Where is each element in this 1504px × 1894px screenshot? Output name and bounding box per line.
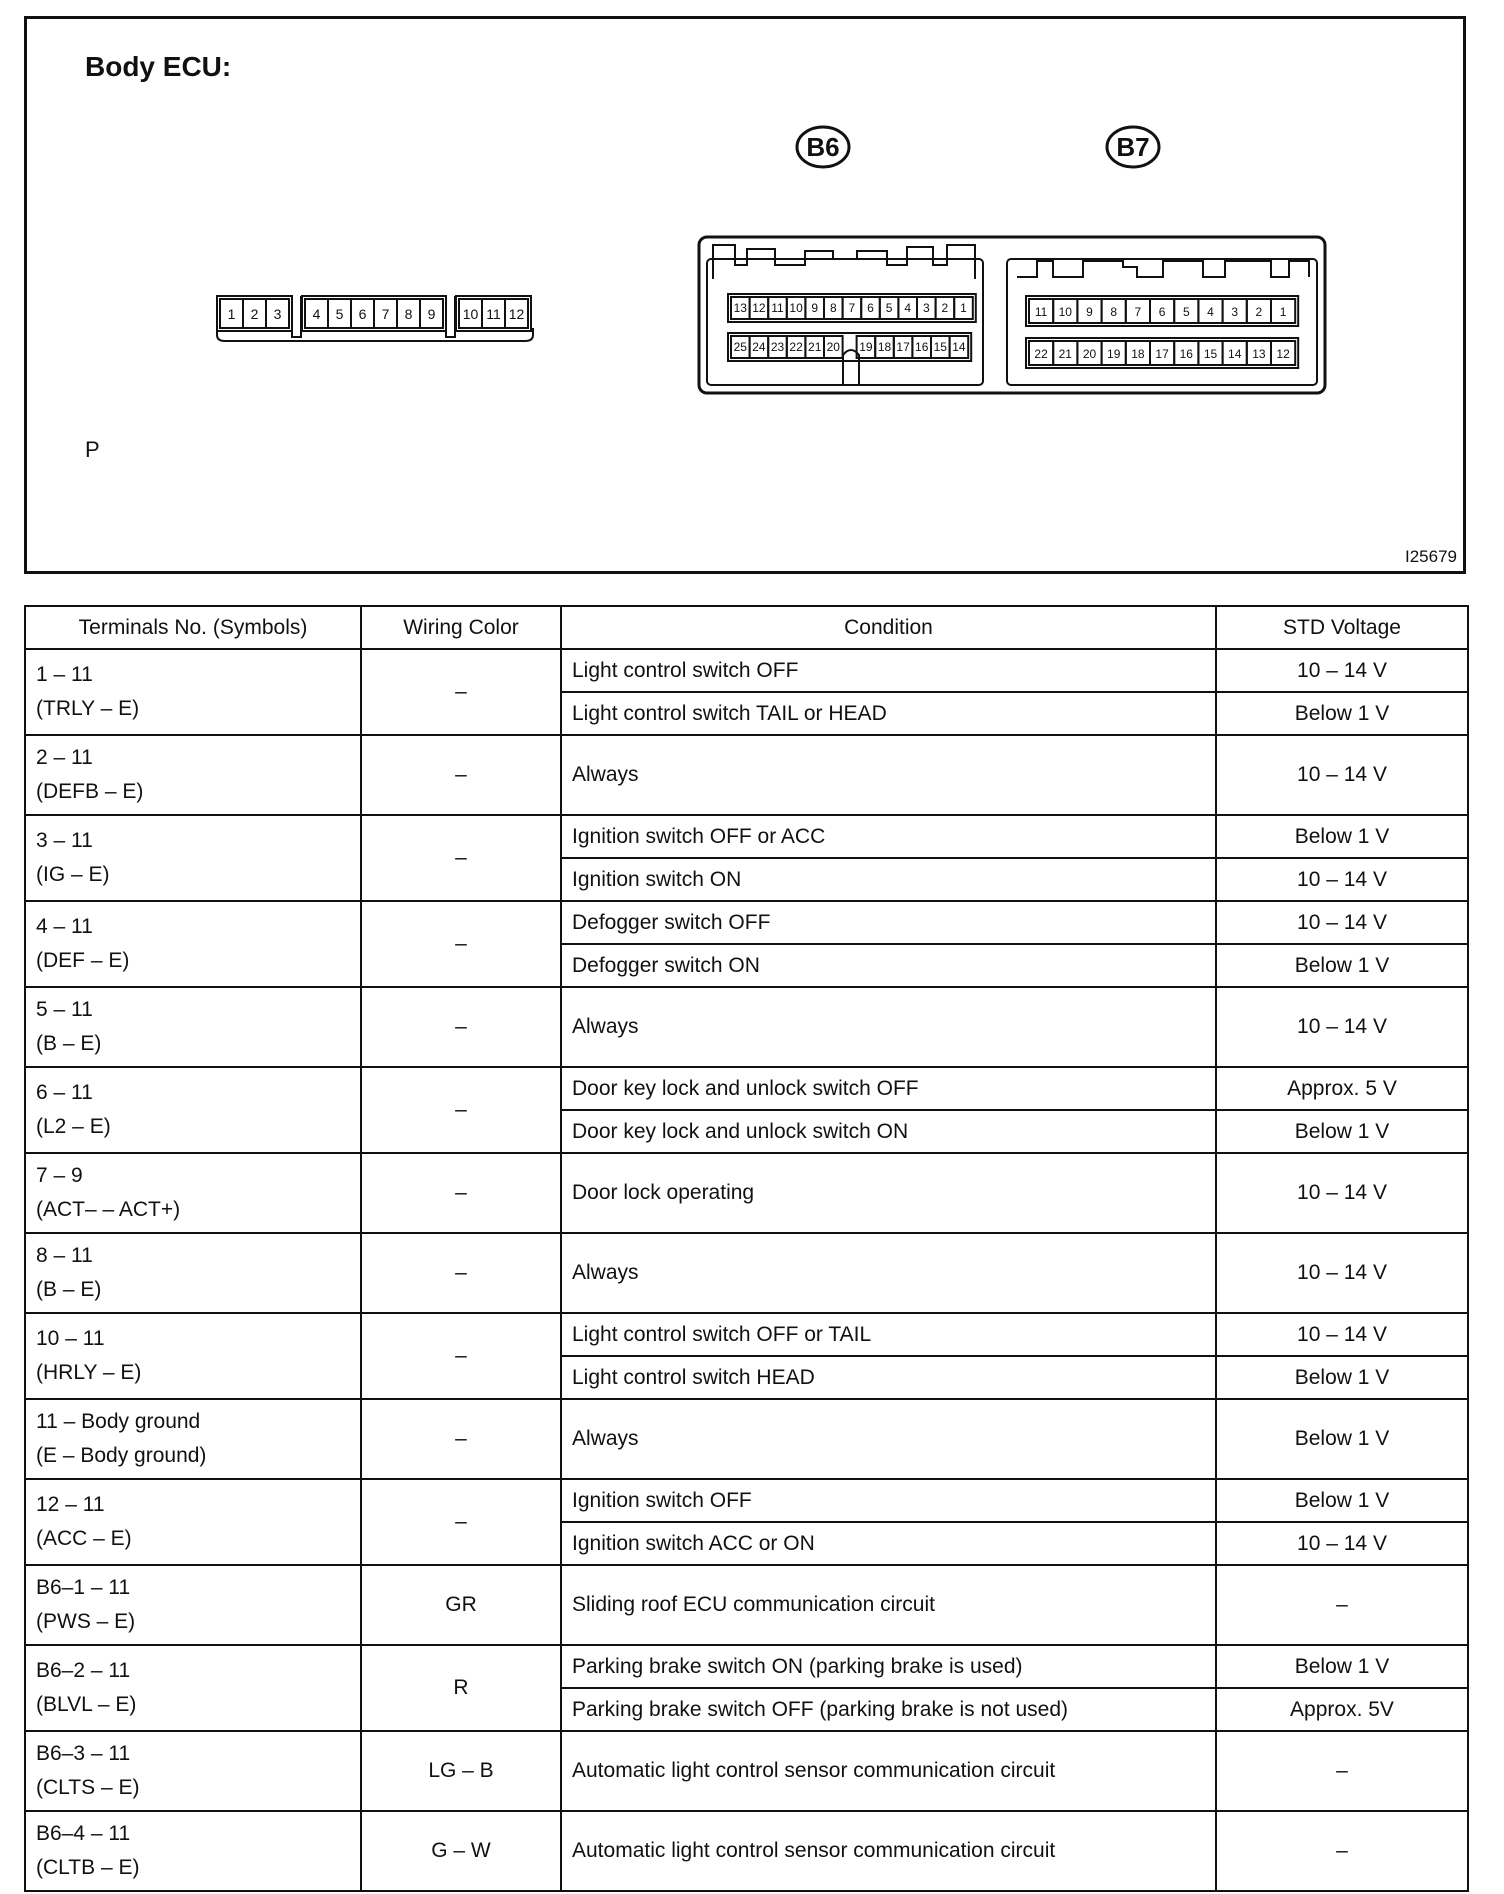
condition-cell: Always (561, 1399, 1216, 1479)
b6-pin-label: 19 (859, 340, 873, 354)
image-id: I25679 (1405, 547, 1457, 566)
table-row (25, 1153, 1468, 1233)
b7-pin-label: 19 (1107, 347, 1121, 361)
b6-pin-label: 8 (829, 301, 837, 315)
std-voltage-cell: Below 1 V (1216, 1479, 1468, 1522)
b6-pin-label: 14 (952, 340, 966, 354)
view-label: P (85, 437, 100, 462)
condition-cell: Ignition switch ON (561, 858, 1216, 901)
std-voltage-cell: Below 1 V (1216, 1110, 1468, 1153)
terminal-symbols: (IG – E) (36, 863, 110, 886)
table-row (25, 735, 1468, 815)
condition-cell: Always (561, 1233, 1216, 1313)
terminal-cell (25, 649, 361, 735)
group-gap-lock (446, 296, 455, 337)
b6-pin-label: 5 (885, 301, 893, 315)
std-voltage-cell: 10 – 14 V (1216, 735, 1468, 815)
condition-cell: Automatic light control sensor communication circuit (561, 1731, 1216, 1811)
b7-pin-label: 16 (1179, 347, 1193, 361)
terminal-number: 2 – 11 (36, 746, 93, 769)
table-row (25, 1313, 1468, 1356)
terminal-cell (25, 901, 361, 987)
terminal-cell (25, 815, 361, 901)
b7-pin-label: 15 (1203, 347, 1218, 361)
wiring-color-cell: – (361, 1313, 561, 1399)
std-voltage-cell: 10 – 14 V (1216, 858, 1468, 901)
b6-pin-label: 25 (733, 340, 747, 354)
header-condition: Condition (561, 606, 1216, 649)
terminal-number: B6–2 – 11 (36, 1659, 131, 1682)
terminal-pin-label: 2 (250, 306, 259, 322)
terminal-number: 11 – Body ground (36, 1410, 201, 1433)
wiring-color-cell: – (361, 1479, 561, 1565)
condition-cell: Parking brake switch OFF (parking brake is not used) (561, 1688, 1216, 1731)
b7-pin-label: 13 (1252, 347, 1266, 361)
std-voltage-cell: 10 – 14 V (1216, 1153, 1468, 1233)
condition-cell: Ignition switch OFF (561, 1479, 1216, 1522)
b7-latch-profile (1017, 261, 1309, 277)
condition-cell: Door key lock and unlock switch OFF (561, 1067, 1216, 1110)
condition-cell: Defogger switch OFF (561, 901, 1216, 944)
terminal-number: 10 – 11 (36, 1327, 105, 1350)
terminal-pin-label: 8 (404, 306, 413, 322)
std-voltage-cell: Approx. 5 V (1216, 1067, 1468, 1110)
table-row (25, 901, 1468, 944)
b6-pin-label: 16 (915, 340, 929, 354)
terminal-cell (25, 1731, 361, 1811)
wiring-color-cell: – (361, 1233, 561, 1313)
terminal-cell (25, 1067, 361, 1153)
b7-pin-label: 7 (1134, 305, 1142, 319)
b7-pin-label: 18 (1131, 347, 1145, 361)
table-row (25, 649, 1468, 692)
terminal-cell (25, 1811, 361, 1891)
condition-cell: Sliding roof ECU communication circuit (561, 1565, 1216, 1645)
b7-pin-label: 11 (1034, 305, 1048, 319)
b7-pin-label: 3 (1231, 305, 1239, 319)
wiring-color-cell: – (361, 901, 561, 987)
terminal-cell (25, 1565, 361, 1645)
terminal-symbols: (HRLY – E) (36, 1361, 142, 1384)
wiring-color-cell: R (361, 1645, 561, 1731)
terminal-cell (25, 1153, 361, 1233)
condition-cell: Always (561, 987, 1216, 1067)
wiring-color-cell: – (361, 1153, 561, 1233)
b6-pin-label: 1 (960, 301, 967, 315)
std-voltage-cell: – (1216, 1565, 1468, 1645)
table-row (25, 1811, 1468, 1891)
b6-pin-label: 18 (877, 340, 892, 354)
table-row (25, 1645, 1468, 1688)
terminal-number: 12 – 11 (36, 1493, 105, 1516)
condition-cell: Always (561, 735, 1216, 815)
wiring-color-cell: – (361, 987, 561, 1067)
terminal-symbols: (L2 – E) (36, 1115, 111, 1138)
terminal-cell (25, 987, 361, 1067)
terminal-number: 6 – 11 (36, 1081, 93, 1104)
connector-figure (24, 16, 1466, 574)
b7-pin-label: 21 (1058, 347, 1072, 361)
condition-cell: Light control switch TAIL or HEAD (561, 692, 1216, 735)
connector-diagram (27, 19, 1463, 571)
table-row (25, 815, 1468, 858)
header-terminals: Terminals No. (Symbols) (25, 606, 361, 649)
std-voltage-cell: Approx. 5V (1216, 1688, 1468, 1731)
condition-cell: Parking brake switch ON (parking brake is used) (561, 1645, 1216, 1688)
terminal-number: 3 – 11 (36, 829, 93, 852)
b6-pin-label: 21 (808, 340, 822, 354)
b7-pin-label: 9 (1086, 305, 1093, 319)
b7-pin-label: 14 (1228, 347, 1242, 361)
header-wiring-color: Wiring Color (361, 606, 561, 649)
b6-pin-label: 7 (848, 301, 856, 315)
std-voltage-cell: Below 1 V (1216, 1356, 1468, 1399)
std-voltage-cell: – (1216, 1811, 1468, 1891)
b6-pin-label: 2 (941, 301, 949, 315)
terminal-pin-label: 7 (381, 306, 390, 322)
b7-pin-label: 10 (1058, 305, 1072, 319)
terminal-pin-label: 12 (508, 306, 525, 322)
std-voltage-cell: Below 1 V (1216, 692, 1468, 735)
b6-label: B6 (806, 132, 840, 162)
wiring-color-cell: G – W (361, 1811, 561, 1891)
table-row (25, 1067, 1468, 1110)
b6-latch-profile (713, 245, 975, 279)
std-voltage-cell: 10 – 14 V (1216, 649, 1468, 692)
wiring-color-cell: – (361, 815, 561, 901)
wiring-color-cell: – (361, 1067, 561, 1153)
wiring-color-cell: – (361, 649, 561, 735)
terminal-symbols: (ACT– – ACT+) (36, 1198, 181, 1221)
table-row (25, 1479, 1468, 1522)
std-voltage-cell: 10 – 14 V (1216, 987, 1468, 1067)
b6-pin-label: 6 (867, 301, 874, 315)
terminal-symbols: (ACC – E) (36, 1527, 132, 1550)
terminal-symbols: (B – E) (36, 1032, 102, 1055)
std-voltage-cell: Below 1 V (1216, 1645, 1468, 1688)
b6-pin-label: 11 (771, 301, 784, 315)
b6-pin-label: 12 (752, 301, 766, 315)
terminal-pin-label: 5 (335, 306, 344, 322)
header-std-voltage: STD Voltage (1216, 606, 1468, 649)
b6-pin-label: 15 (933, 340, 947, 354)
wiring-color-cell: GR (361, 1565, 561, 1645)
b6-pin-label: 20 (826, 340, 840, 354)
terminal-number: 1 – 11 (36, 663, 93, 686)
b7-pin-label: 6 (1158, 305, 1166, 319)
terminal-number: B6–1 – 11 (36, 1576, 131, 1599)
wiring-color-cell: – (361, 735, 561, 815)
table-header-row (25, 606, 1468, 649)
terminal-number: 5 – 11 (36, 998, 93, 1021)
terminal-cell (25, 1645, 361, 1731)
terminal-symbols: (DEF – E) (36, 949, 130, 972)
terminal-pin-label: 1 (227, 306, 236, 322)
table-row (25, 1731, 1468, 1811)
terminal-number: B6–4 – 11 (36, 1822, 131, 1845)
b7-pin-label: 4 (1207, 305, 1214, 319)
figure-title: Body ECU: (85, 51, 232, 82)
b6-pin-label: 4 (904, 301, 912, 315)
std-voltage-cell: Below 1 V (1216, 815, 1468, 858)
condition-cell: Door key lock and unlock switch ON (561, 1110, 1216, 1153)
terminal-cell (25, 735, 361, 815)
condition-cell: Defogger switch ON (561, 944, 1216, 987)
std-voltage-cell: – (1216, 1731, 1468, 1811)
terminal-number: B6–3 – 11 (36, 1742, 131, 1765)
b6-pin-label: 17 (896, 340, 910, 354)
terminal-cell (25, 1313, 361, 1399)
terminal-symbols: (E – Body ground) (36, 1444, 207, 1467)
terminal-symbols: (TRLY – E) (36, 697, 140, 720)
b7-pin-label: 8 (1110, 305, 1118, 319)
b7-pin-label: 5 (1182, 305, 1190, 319)
terminal-symbols: (BLVL – E) (36, 1693, 137, 1716)
std-voltage-cell: 10 – 14 V (1216, 1522, 1468, 1565)
condition-cell: Light control switch HEAD (561, 1356, 1216, 1399)
condition-cell: Light control switch OFF (561, 649, 1216, 692)
terminal-symbols: (PWS – E) (36, 1610, 136, 1633)
terminal-pin-label: 9 (427, 306, 436, 322)
terminal-number: 4 – 11 (36, 915, 93, 938)
b7-pin-label: 12 (1276, 347, 1290, 361)
b6-pin-label: 22 (789, 340, 803, 354)
table-row (25, 1233, 1468, 1313)
wiring-color-cell: – (361, 1399, 561, 1479)
b6-pin-label: 13 (733, 301, 747, 315)
terminal-pin-label: 4 (312, 306, 321, 322)
b7-pin-label: 22 (1034, 347, 1048, 361)
terminal-number: 7 – 9 (36, 1164, 83, 1187)
condition-cell: Ignition switch OFF or ACC (561, 815, 1216, 858)
table-row (25, 987, 1468, 1067)
std-voltage-cell: 10 – 14 V (1216, 1313, 1468, 1356)
b7-pin-label: 17 (1155, 347, 1169, 361)
terminal-cell (25, 1399, 361, 1479)
terminal-symbols: (CLTS – E) (36, 1776, 140, 1799)
std-voltage-cell: Below 1 V (1216, 944, 1468, 987)
terminal-pin-label: 11 (486, 306, 501, 322)
condition-cell: Door lock operating (561, 1153, 1216, 1233)
terminal-spec-table (24, 605, 1469, 1892)
terminal-cell (25, 1233, 361, 1313)
b7-pin-label: 2 (1255, 305, 1263, 319)
terminal-pin-label: 6 (358, 306, 367, 322)
table-row (25, 1565, 1468, 1645)
std-voltage-cell: 10 – 14 V (1216, 901, 1468, 944)
std-voltage-cell: 10 – 14 V (1216, 1233, 1468, 1313)
b6-pin-label: 23 (770, 340, 785, 354)
condition-cell: Light control switch OFF or TAIL (561, 1313, 1216, 1356)
b7-label: B7 (1116, 132, 1150, 162)
b7-pin-label: 1 (1279, 305, 1287, 319)
condition-cell: Automatic light control sensor communication circuit (561, 1811, 1216, 1891)
condition-cell: Ignition switch ACC or ON (561, 1522, 1216, 1565)
wiring-color-cell: LG – B (361, 1731, 561, 1811)
main-connector-base (217, 328, 533, 341)
terminal-pin-label: 10 (462, 306, 479, 322)
terminal-cell (25, 1479, 361, 1565)
table-row (25, 1399, 1468, 1479)
terminal-symbols: (B – E) (36, 1278, 102, 1301)
std-voltage-cell: Below 1 V (1216, 1399, 1468, 1479)
terminal-symbols: (CLTB – E) (36, 1856, 140, 1879)
b7-pin-label: 20 (1082, 347, 1097, 361)
terminal-pin-label: 3 (273, 306, 282, 322)
b6-pin-label: 9 (811, 301, 819, 315)
b6-pin-label: 24 (752, 340, 766, 354)
b6-pin-label: 10 (789, 301, 803, 315)
terminal-number: 8 – 11 (36, 1244, 93, 1267)
b6-pin-label: 3 (922, 301, 930, 315)
terminal-symbols: (DEFB – E) (36, 780, 144, 803)
group-gap-lock (292, 296, 301, 337)
